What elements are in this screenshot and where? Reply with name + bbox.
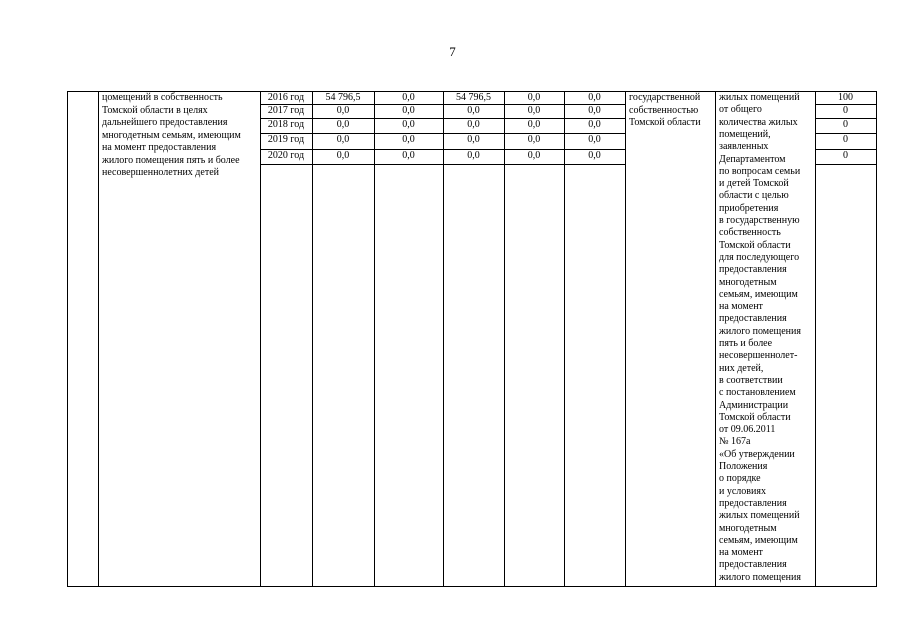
amount-cell-other: 0,0	[588, 92, 601, 103]
indicator-description-line: с постановлением	[719, 387, 796, 399]
indicator-description-line: и условиях	[719, 485, 766, 497]
year-row-line	[260, 164, 625, 165]
amount-cell-regional: 54 796,5	[456, 92, 491, 103]
amount-cell-federal: 0,0	[402, 92, 415, 103]
indicator-description-line: жилых помещений	[719, 510, 800, 522]
amount-cell-local: 0,0	[527, 134, 541, 145]
table-column-line	[876, 91, 877, 586]
amount-cell-federal: 0,0	[402, 134, 415, 145]
indicator-description-line: многодетным	[719, 276, 777, 288]
indicator-description-line: предоставления	[719, 559, 787, 571]
measure-text-line: жилого помещения пять и более	[102, 154, 240, 166]
amount-cell-federal: 0,0	[402, 105, 415, 116]
table-column-line	[260, 91, 261, 586]
indicator-text-line: Томской области	[629, 117, 701, 128]
indicator-description-line: в соответствии	[719, 374, 783, 386]
indicator-text-line: государственной	[629, 92, 701, 103]
indicator-description-line: семьям, имеющим	[719, 288, 798, 300]
indicator-description-line: собственность	[719, 227, 781, 239]
indicator-value-cell: 0	[843, 105, 848, 116]
measure-text-line: многодетным семьям, имеющим	[102, 129, 241, 141]
indicator-description-line: и детей Томской	[719, 178, 789, 190]
indicator-description-line: на момент	[719, 301, 763, 313]
amount-cell-local: 0,0	[527, 92, 541, 103]
measure-text-line: Томской области в целях	[102, 104, 208, 116]
amount-cell-regional: 0,0	[467, 134, 480, 145]
amount-cell-other: 0,0	[588, 134, 601, 145]
indicator-description-line: о порядке	[719, 473, 761, 485]
indicator-description-line: для последующего	[719, 251, 800, 263]
measure-text-line: цомещений в собственность	[102, 92, 223, 103]
amount-cell-regional: 0,0	[467, 105, 480, 116]
measure-text-line: несовершеннолетних детей	[102, 167, 219, 178]
indicator-description-line: заявленных	[719, 141, 769, 153]
table-column-line	[504, 91, 505, 586]
year-cell: 2019 год	[267, 134, 305, 145]
amount-cell-other: 0,0	[588, 119, 601, 130]
indicator-description-line: Администрации	[719, 399, 789, 411]
indicator-description-line: Томской области	[719, 239, 791, 251]
year-cell: 2018 год	[267, 119, 305, 130]
indicator-description-line: «Об утверждении	[719, 448, 795, 460]
indicator-description-line: предоставления	[719, 264, 787, 276]
indicator-description-line: многодетным	[719, 522, 777, 534]
indicator-description-line: по вопросам семьи	[719, 165, 801, 177]
amount-cell-regional: 0,0	[467, 150, 480, 161]
indicator-description-line: Положения	[719, 461, 768, 472]
amount-cell-total: 0,0	[336, 134, 350, 145]
page-number: 7	[449, 44, 456, 59]
amount-cell-local: 0,0	[527, 150, 541, 161]
indicator-value-cell: 0	[843, 119, 848, 130]
indicator-description-line: Департаментом	[719, 153, 786, 165]
indicator-description-line: количества жилых	[719, 116, 798, 128]
amount-cell-total: 0,0	[336, 105, 350, 116]
indicator-value-cell: 100	[838, 92, 853, 103]
indicator-description-line: семьям, имеющим	[719, 534, 798, 546]
indicator-description-line: от 09.06.2011	[719, 424, 776, 436]
amount-cell-total: 0,0	[336, 119, 350, 130]
table-column-line	[67, 91, 68, 586]
indicator-description-line: от общего	[719, 104, 762, 116]
amount-cell-total: 54 796,5	[325, 92, 361, 103]
amount-cell-other: 0,0	[588, 150, 601, 161]
amount-cell-total: 0,0	[336, 150, 350, 161]
indicator-description-line: предоставления	[719, 313, 787, 325]
table-bottom-border	[67, 586, 877, 587]
amount-cell-local: 0,0	[527, 105, 541, 116]
year-cell: 2016 год	[267, 92, 305, 103]
value-row-line	[815, 164, 876, 165]
indicator-description-line: них детей,	[719, 362, 764, 374]
indicator-value-cell: 0	[843, 134, 848, 145]
indicator-text-line: собственностью	[629, 104, 699, 116]
indicator-description-line: в государственную	[719, 215, 800, 226]
year-cell: 2020 год	[267, 150, 305, 161]
table-column-line	[564, 91, 565, 586]
indicator-description-line: Томской области	[719, 411, 791, 423]
amount-cell-federal: 0,0	[402, 119, 415, 130]
amount-cell-regional: 0,0	[467, 119, 480, 130]
indicator-description-line: приобретения	[719, 202, 779, 214]
indicator-description-line: пять и более	[719, 338, 773, 349]
indicator-description-line: жилого помещения	[719, 571, 801, 583]
year-cell: 2017 год	[267, 105, 305, 116]
amount-cell-local: 0,0	[527, 119, 541, 130]
table-column-line	[443, 91, 444, 586]
indicator-description-line: жилых помещений	[719, 92, 800, 103]
table-column-line	[815, 91, 816, 586]
table-column-line	[98, 91, 99, 586]
indicator-description-line: области с целью	[719, 190, 789, 202]
indicator-description-line: несовершеннолет-	[719, 350, 798, 362]
table-column-line	[312, 91, 313, 586]
measure-text-line: дальнейшего предоставления	[102, 117, 228, 128]
table-column-line	[625, 91, 626, 586]
table-column-line	[715, 91, 716, 586]
amount-cell-federal: 0,0	[402, 150, 415, 161]
measure-text-line: на момент предоставления	[102, 142, 217, 153]
indicator-description-line: № 167а	[719, 436, 751, 448]
indicator-description-line: жилого помещения	[719, 325, 801, 337]
indicator-description-line: на момент	[719, 547, 763, 559]
amount-cell-other: 0,0	[588, 105, 601, 116]
indicator-value-cell: 0	[843, 150, 848, 161]
indicator-description-line: предоставления	[719, 497, 787, 509]
indicator-description-line: помещений,	[719, 128, 771, 140]
table-column-line	[374, 91, 375, 586]
